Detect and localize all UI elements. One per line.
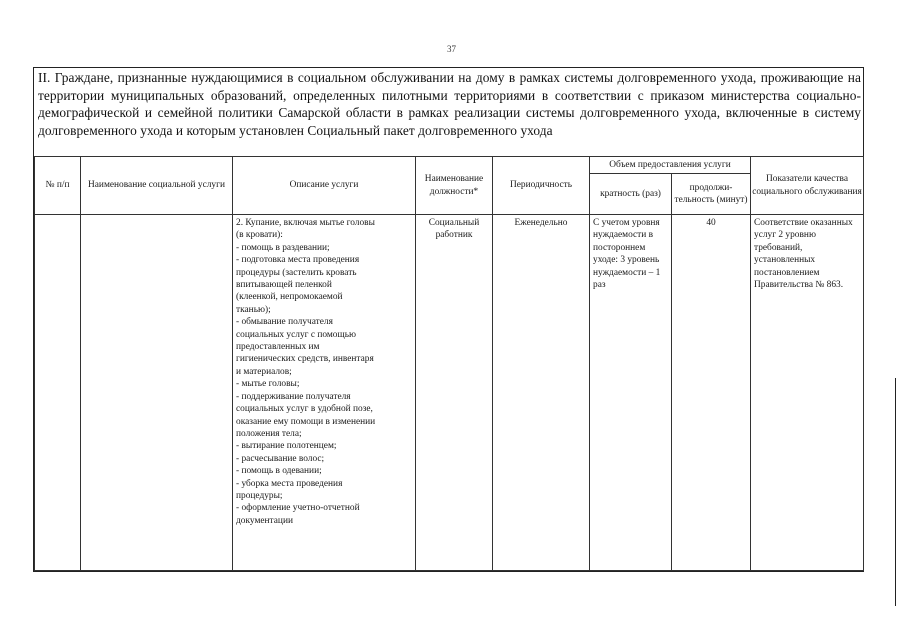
header-periodicity: Периодичность [493,157,590,215]
description-line: - расчесывание волос; [236,453,325,464]
page-number: 37 [447,44,456,54]
description-line: впитывающей пеленкой [236,280,332,291]
header-description: Описание услуги [233,157,416,215]
description-line: оказание ему помощи в изменении [236,416,376,427]
description-line: - помощь в раздевании; [236,242,330,253]
description-line: - оформление учетно-отчетной [236,503,360,514]
description-line: социальных услуг в удобной позе, [236,404,373,415]
description-line: - помощь в одевании; [236,466,322,477]
description-line: положения тела; [236,428,302,439]
description-line: - вытирание полотенцем; [236,441,337,452]
description-line: - поддерживание получателя [236,391,351,402]
cell-service-name [81,215,233,571]
document-table-frame [33,67,864,572]
scan-edge-line [895,378,896,606]
cell-multiplicity: С учетом уровня нуждаемости в постороннем уходе: 3 уровень нуждаемости – 1 раз [590,215,672,571]
description-line: (клеенкой, непромокаемой [236,292,343,303]
description-line: гигиенических средств, инвентаря [236,354,374,365]
description-line: процедуры; [236,490,283,501]
section-heading: II. Граждане, признанные нуждающимися в социальном обслуживании на дому в рамках системы долговременного ухода, проживающие на территории муниципальных образований, определенных пилотными территориями в соответствии с приказом министерства социально-демографической и семейной политики Самарской области в рамках реализации системы долговременного ухода, включенные в систему долговременного ухода и которым установлен Социальный пакет долговременного ухода [38,70,861,138]
description-line: (в кровати): [236,230,283,241]
description-line: - подготовка места проведения [236,255,360,266]
header-duration: продолжи-тельность (минут) [672,174,751,215]
cell-periodicity: Еженедельно [493,215,590,571]
cell-duration: 40 [672,215,751,571]
services-table [34,156,864,571]
description-line: социальных услуг с помощью [236,329,356,340]
description-line: тканью); [236,304,271,315]
description-line: 2. Купание, включая мытье головы [236,218,375,228]
table-row [35,215,864,571]
cell-position: Социальный работник [416,215,493,571]
header-position: Наименование должности* [416,157,493,215]
description-line: процедуры (застелить кровать [236,267,357,278]
header-num: № п/п [35,157,81,215]
header-multiplicity: кратность (раз) [590,174,672,215]
description-line: и материалов; [236,366,292,377]
cell-description [233,215,416,571]
cell-num [35,215,81,571]
header-quality: Показатели качества социального обслуживания [751,157,864,215]
description-line: предоставленных им [236,342,320,353]
description-line: документации [236,515,293,526]
description-line: - обмывание получателя [236,317,333,328]
cell-quality: Соответствие оказанных услуг 2 уровню требований, установленных постановлением Правительства № 863. [751,215,864,571]
header-service-name: Наименование социальной услуги [81,157,233,215]
header-volume: Объем предоставления услуги [590,157,751,174]
description-line: - уборка места проведения [236,478,343,489]
description-line: - мытье головы; [236,379,300,390]
